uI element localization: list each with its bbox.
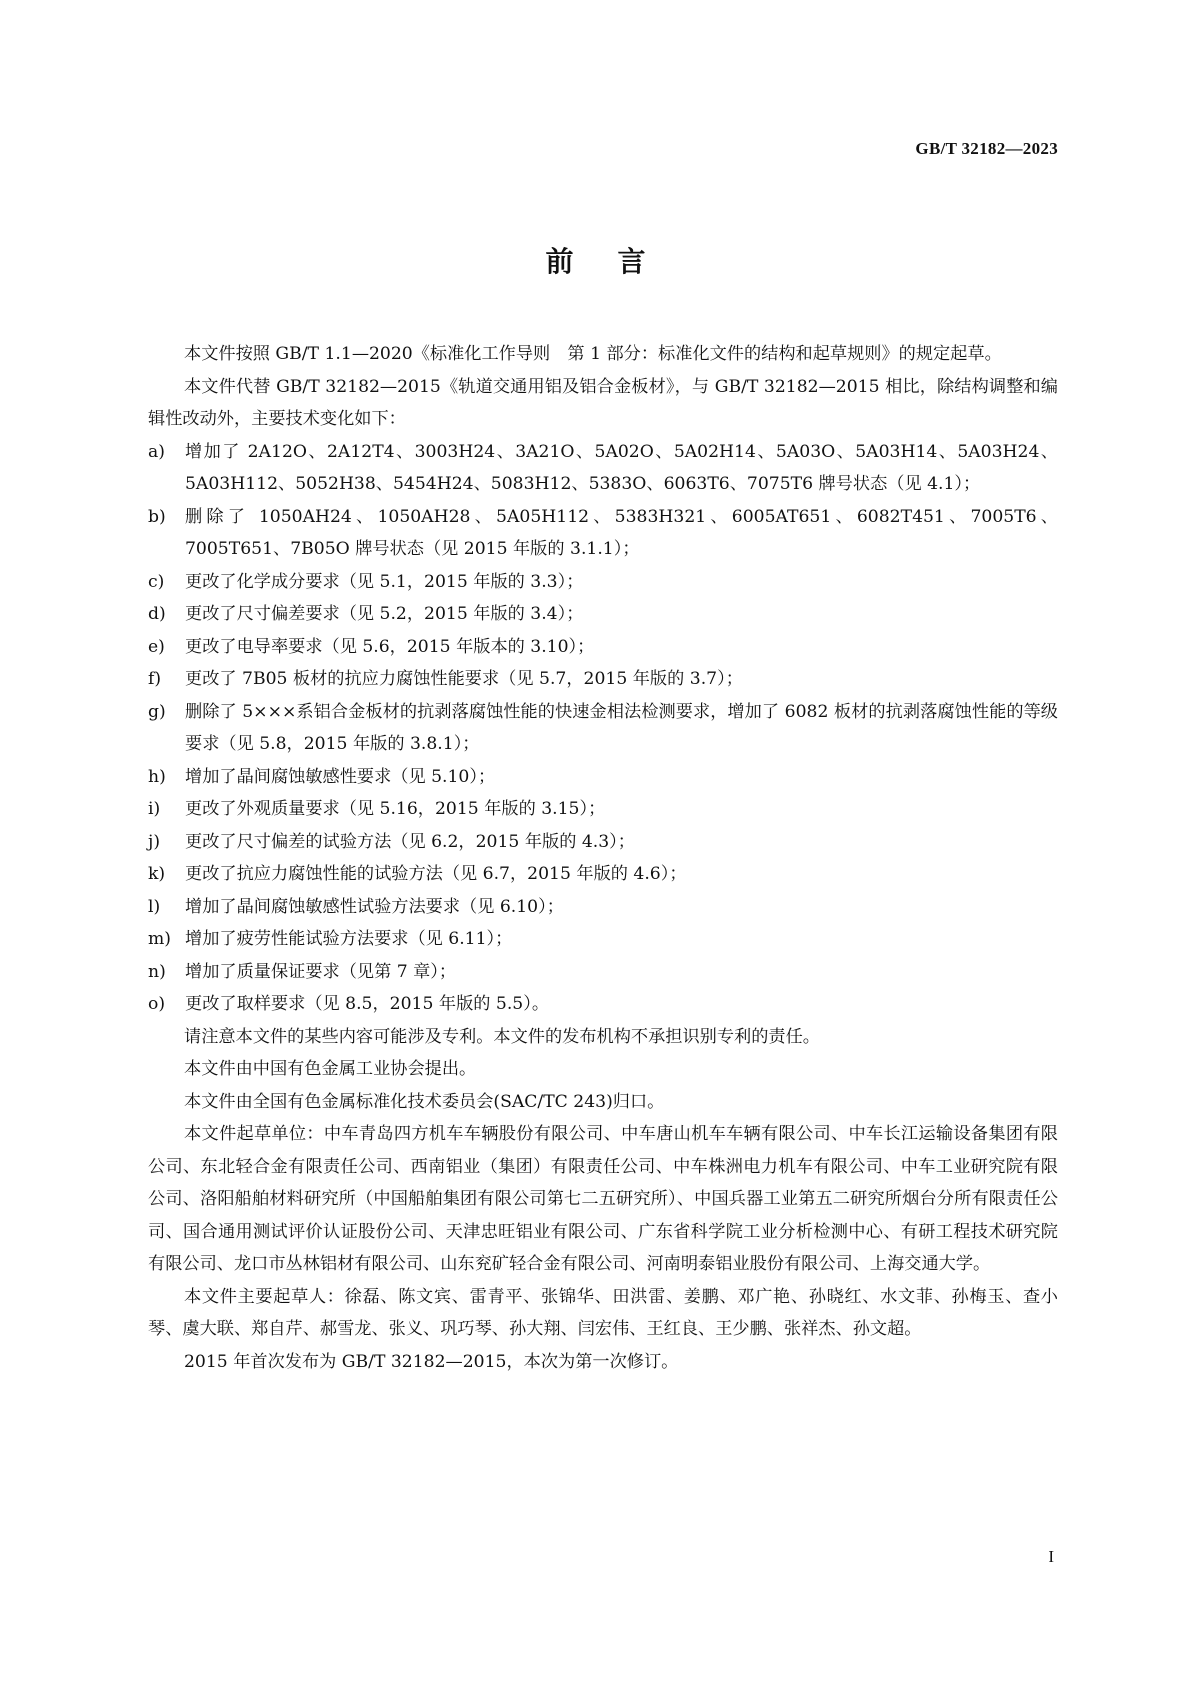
- list-item: [148, 988, 1058, 1021]
- list-item: [148, 696, 1058, 761]
- intro-paragraph: 本文件按照 GB/T 1.1—2020《标准化工作导则 第 1 部分：标准化文件的结构和起草规则》的规定起草。: [184, 344, 1002, 364]
- list-item-text: 更改了外观质量要求（见 5.16，2015 年版的 3.15）；: [185, 799, 606, 819]
- list-marker: l): [148, 896, 161, 917]
- page-number: I: [1048, 1547, 1054, 1566]
- list-item: [148, 598, 1058, 631]
- proposer-paragraph: 本文件由中国有色金属工业协会提出。: [184, 1059, 477, 1079]
- list-item: [148, 436, 1058, 501]
- foreword-body: [148, 338, 1058, 1378]
- list-marker: c): [148, 571, 165, 592]
- list-item-text: 增加了质量保证要求（见第 7 章）；: [185, 961, 457, 982]
- list-item: [148, 793, 1058, 826]
- list-marker: f): [148, 669, 162, 689]
- list-item: [148, 891, 1058, 924]
- list-marker: g): [148, 701, 166, 722]
- list-item-text: 更改了抗应力腐蚀性能的试验方法（见 6.7，2015 年版的 4.6）；: [185, 864, 687, 884]
- list-item: [148, 761, 1058, 794]
- list-item-text: 更改了化学成分要求（见 5.1，2015 年版的 3.3）；: [185, 571, 584, 592]
- list-item: [148, 663, 1058, 696]
- list-marker: n): [148, 961, 166, 982]
- list-marker: d): [148, 604, 166, 624]
- list-item-text: 增加了晶间腐蚀敏感性试验方法要求（见 6.10）；: [185, 896, 564, 917]
- list-item: [148, 501, 1058, 566]
- drafting-units-paragraph: 本文件起草单位：中车青岛四方机车车辆股份有限公司、中车唐山机车车辆有限公司、中车长江运输设备集团有限公司、东北轻合金有限责任公司、西南铝业（集团）有限责任公司、中车株洲电力机车有限公司、中车工业研究院有限公司、洛阳船舶材料研究所（中国船舶集团有限公司第七二五研究所）、中国兵器工业第五二研究所烟台分所有限责任公司、国合通用测试评价认证股份公司、天津忠旺铝业有限公司、广东省科学院工业分析检测中心、有研工程技术研究院有限公司、龙口市丛林铝材有限公司、山东兖矿轻合金有限公司、河南明泰铝业股份有限公司、上海交通大学。: [148, 1124, 1058, 1274]
- list-marker: k): [148, 864, 166, 884]
- list-marker: a): [148, 441, 165, 462]
- standard-code: GB/T 32182—2023: [915, 139, 1058, 158]
- list-item: [148, 631, 1058, 664]
- list-item: [148, 956, 1058, 989]
- list-item-text: 更改了 7B05 板材的抗应力腐蚀性能要求（见 5.7，2015 年版的 3.7）；: [185, 669, 743, 689]
- drafters-paragraph: 本文件主要起草人：徐磊、陈文宾、雷青平、张锦华、田洪雷、姜鹏、邓广艳、孙晓红、水文菲、孙梅玉、查小琴、虞大联、郑自芹、郝雪龙、张义、巩巧琴、孙大翔、闫宏伟、王红良、王少鹏、张祥杰、孙文超。: [148, 1286, 1058, 1339]
- page-title: 前言: [545, 245, 690, 278]
- list-item-text: 增加了晶间腐蚀敏感性要求（见 5.10）；: [185, 766, 496, 787]
- changes-list: [148, 436, 1058, 1021]
- list-item-text: 删除了 1050AH24、1050AH28、5A05H112、5383H321、6005AT651、6082T451、7005T6、7005T651、7B05O 牌号状态（见 2015 年版的 3.1.1）；: [185, 506, 1058, 559]
- list-item-text: 更改了尺寸偏差的试验方法（见 6.2，2015 年版的 4.3）；: [185, 831, 635, 852]
- list-marker: e): [148, 636, 165, 657]
- committee-paragraph: 本文件由全国有色金属标准化技术委员会(SAC/TC 243)归口。: [184, 1091, 665, 1112]
- list-item: [148, 566, 1058, 599]
- patent-notice: 请注意本文件的某些内容可能涉及专利。本文件的发布机构不承担识别专利的责任。: [184, 1026, 820, 1047]
- list-item: [148, 826, 1058, 859]
- list-marker: m): [148, 929, 172, 949]
- list-marker: o): [148, 994, 166, 1014]
- list-marker: i): [148, 799, 161, 819]
- list-item-text: 更改了电导率要求（见 5.6，2015 年版本的 3.10）；: [185, 636, 595, 657]
- list-marker: h): [148, 766, 166, 787]
- list-marker: b): [148, 506, 166, 527]
- intro-paragraph: 本文件代替 GB/T 32182—2015《轨道交通用铝及铝合金板材》，与 GB/T 32182—2015 相比，除结构调整和编辑性改动外，主要技术变化如下：: [148, 376, 1058, 429]
- list-item-text: 删除了 5×××系铝合金板材的抗剥落腐蚀性能的快速金相法检测要求，增加了 6082 板材的抗剥落腐蚀性能的等级要求（见 5.8，2015 年版的 3.8.1）；: [185, 701, 1058, 754]
- list-item-text: 更改了尺寸偏差要求（见 5.2，2015 年版的 3.4）；: [185, 604, 584, 624]
- list-item: [148, 858, 1058, 891]
- history-paragraph: 2015 年首次发布为 GB/T 32182—2015，本次为第一次修订。: [184, 1351, 679, 1372]
- list-item-text: 增加了 2A12O、2A12T4、3003H24、3A21O、5A02O、5A02H14、5A03O、5A03H14、5A03H24、5A03H112、5052H38、5454H24、5083H12、5383O、6063T6、7075T6 牌号状态（见 4.1）；: [185, 441, 1058, 494]
- list-item-text: 增加了疲劳性能试验方法要求（见 6.11）；: [185, 929, 513, 949]
- list-item: [148, 923, 1058, 956]
- list-marker: j): [148, 831, 161, 852]
- list-item-text: 更改了取样要求（见 8.5，2015 年版的 5.5）。: [185, 994, 550, 1014]
